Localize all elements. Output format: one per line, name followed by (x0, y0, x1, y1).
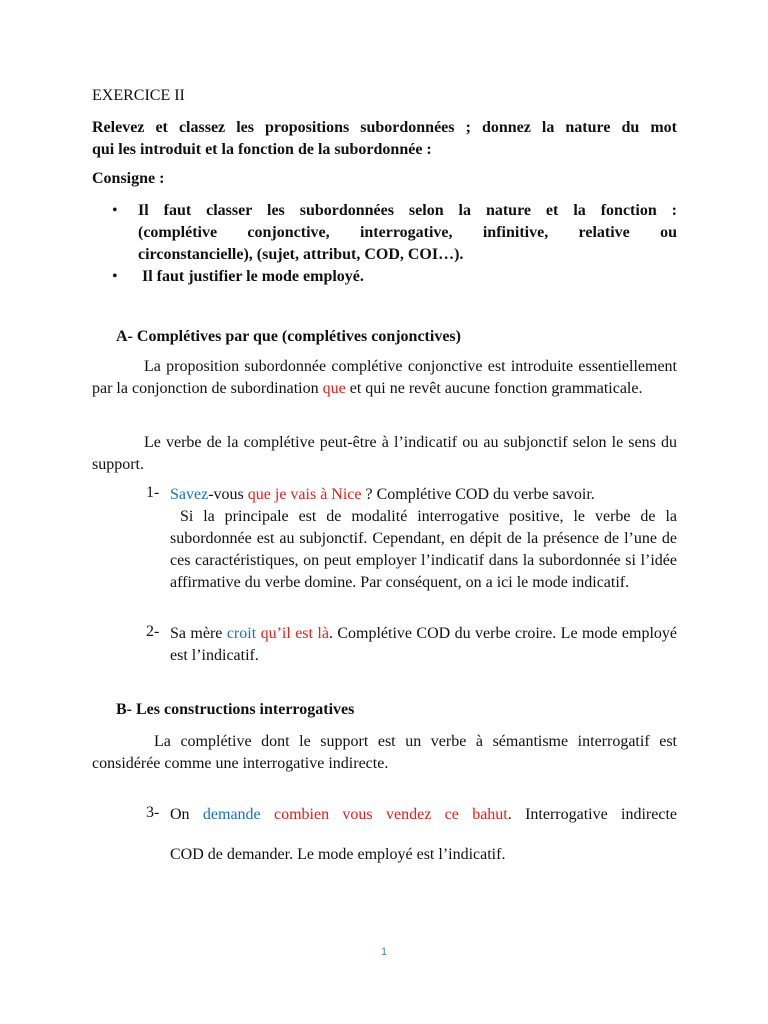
support-verb: croit (226, 625, 257, 642)
item-number: 1- (146, 484, 160, 501)
section-b-heading: B- Les constructions interrogatives (116, 701, 355, 718)
item-1-sentence (170, 484, 677, 506)
exercise-title: EXERCICE II (92, 87, 185, 104)
section-a-paragraph-2: Le verbe de la complétive peut-être à l’indicatif ou au subjonctif selon le sens du support. (92, 434, 677, 473)
bullet-1-line-2: (complétive conjonctive, interrogative, infinitive, relative ou (138, 224, 677, 241)
support-verb: Savez (170, 486, 209, 503)
page-number: 1 (380, 946, 388, 958)
bullet-1-line-1: Il faut classer les subordonnées selon la nature et la fonction : (138, 202, 677, 219)
example-item-2 (146, 623, 677, 667)
item-1-body (170, 484, 682, 594)
subordinate-clause: qu’il est là (260, 625, 329, 642)
example-item-3 (146, 804, 677, 826)
instruction-line-2: qui les introduit et la fonction de la subordonnée : (92, 141, 432, 158)
para1-text: La proposition subordonnée complétive conjonctive est introduite essentiellement par la conjonction de subordination (92, 358, 677, 397)
item-number: 3- (146, 804, 160, 821)
item-2-body (170, 623, 677, 667)
item-3-space (261, 806, 274, 823)
para1-text-end: et qui ne revêt aucune fonction grammaticale. (345, 380, 643, 397)
item-number: 2- (146, 623, 160, 640)
subordinate-clause: combien vous vendez ce bahut (274, 806, 508, 823)
item-3-line-1 (170, 804, 677, 826)
bullet-2-line-1: Il faut justifier le mode employé. (138, 268, 364, 285)
item-1-comment: ? Complétive COD du verbe savoir. (361, 486, 595, 503)
section-b-paragraph: La complétive dont le support est un verbe à sémantisme interrogatif est considérée comme une interrogative indirecte. (92, 733, 677, 772)
section-a-paragraph-1 (92, 356, 677, 400)
bullet-item-1 (112, 200, 677, 266)
bullet-1-line-3: circonstancielle), (sujet, attribut, COD, COI…). (138, 246, 464, 263)
item-3-line-2: COD de demander. Le mode employé est l’indicatif. (170, 846, 506, 863)
instruction-line-1: Relevez et classez les propositions subordonnées ; donnez la nature du mot (92, 119, 677, 136)
bullet-dot-icon: • (112, 268, 118, 285)
bullet-dot-icon: • (112, 202, 118, 219)
conjunction-que: que (322, 380, 346, 397)
item-1-explanation: Si la principale est de modalité interrogative positive, le verbe de la subordonnée est au subjonctif. Cependant, en dépit de la présence de l’une de ces caractéristiques, on peut employer l’indicatif dans la subordonnée si l’idée affirmative du verbe domine. Par conséquent, on a ici le mode indicatif. (170, 508, 682, 591)
consigne-label: Consigne : (92, 170, 165, 187)
section-a-heading: A- Complétives par que (complétives conjonctives) (116, 328, 461, 345)
item-2-text: Sa mère (170, 625, 227, 642)
item-2-comment: . Complétive COD du verbe croire. Le mode employé est l’indicatif. (170, 625, 678, 664)
item-3-text: On (170, 806, 203, 823)
support-verb: demande (202, 806, 261, 823)
item-1-text: -vous (208, 486, 248, 503)
item-3-comment: . Interrogative indirecte (507, 806, 678, 823)
bullet-item-2 (112, 266, 677, 288)
subordinate-clause: que je vais à Nice (247, 486, 362, 503)
example-item-1 (146, 484, 682, 594)
consigne-bullet-list (112, 200, 677, 288)
instruction (92, 117, 677, 161)
